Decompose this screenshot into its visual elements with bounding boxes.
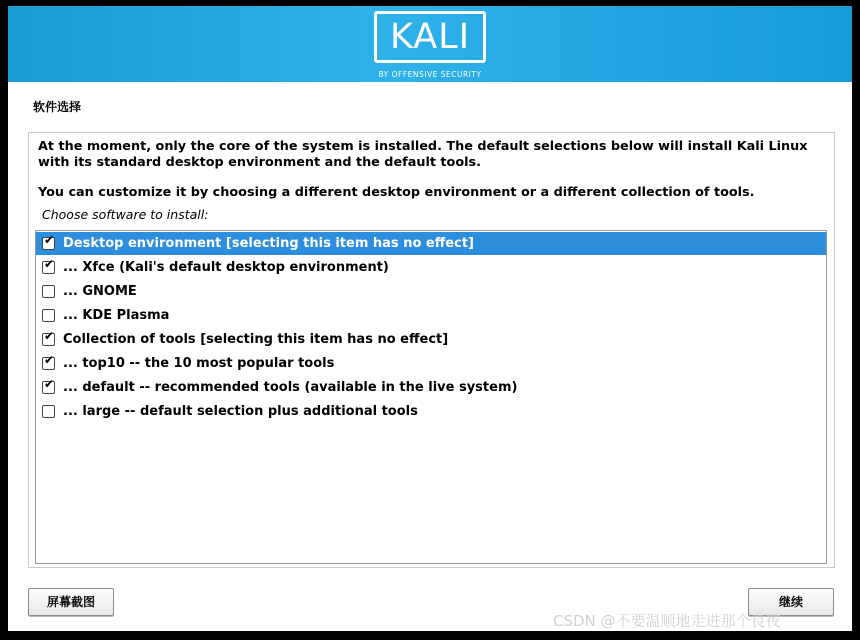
list-item-gnome[interactable] [36,280,826,303]
kali-logo [374,11,486,63]
list-item-label: ... KDE Plasma [63,308,170,323]
checkbox[interactable] [42,233,55,250]
list-item-desktop-environment[interactable] [36,232,826,255]
checkbox[interactable] [42,309,55,322]
watermark: CSDN @不要温顺地走进那个良夜 [553,612,781,630]
checkbox[interactable] [42,377,55,394]
list-item-collection-of-tools[interactable] [36,328,826,351]
list-item-label: ... Xfce (Kali's default desktop environment) [63,260,389,275]
list-item-label: Desktop environment [selecting this item has no effect] [63,236,474,251]
list-item-default-tools[interactable] [36,376,826,399]
page-title: 软件选择 [33,100,82,114]
checkmark-icon: ✔ [43,329,55,343]
checkbox[interactable] [42,405,55,418]
logo-subtext: BY OFFENSIVE SECURITY [378,70,482,79]
header-banner [8,6,852,82]
screenshot-button[interactable]: 屏幕截图 [28,588,114,616]
software-prompt: Choose software to install: [42,207,209,222]
checkmark-icon [43,401,55,415]
software-list[interactable] [35,230,827,564]
checkmark-icon: ✔ [43,233,55,247]
list-item-label: ... GNOME [63,284,137,299]
checkbox[interactable] [42,353,55,370]
checkmark-icon [43,281,55,295]
list-item-label: Collection of tools [selecting this item has no effect] [63,332,449,347]
continue-button[interactable]: 继续 [748,588,834,616]
list-item-top10[interactable] [36,352,826,375]
intro-line-1: At the moment, only the core of the system is installed. The default selections below will install Kali Linux with its standard desktop environment and the default tools. [38,139,808,170]
list-item-xfce[interactable] [36,256,826,279]
checkbox[interactable] [42,285,55,298]
installer-window [8,6,852,631]
checkmark-icon: ✔ [43,257,55,271]
checkbox[interactable] [42,329,55,346]
list-item-label: ... top10 -- the 10 most popular tools [63,356,335,371]
logo-text: KALI [389,17,471,57]
intro-line-2: You can customize it by choosing a different desktop environment or a different collection of tools. [38,185,755,200]
list-item-label: ... large -- default selection plus additional tools [63,404,418,419]
list-item-kde-plasma[interactable] [36,304,826,327]
checkmark-icon [43,305,55,319]
content-panel [28,132,835,568]
intro-text [38,139,808,201]
list-item-large-tools[interactable] [36,400,826,423]
checkmark-icon: ✔ [43,377,55,391]
checkbox[interactable] [42,257,55,274]
checkmark-icon: ✔ [43,353,55,367]
list-item-label: ... default -- recommended tools (available in the live system) [63,380,518,395]
